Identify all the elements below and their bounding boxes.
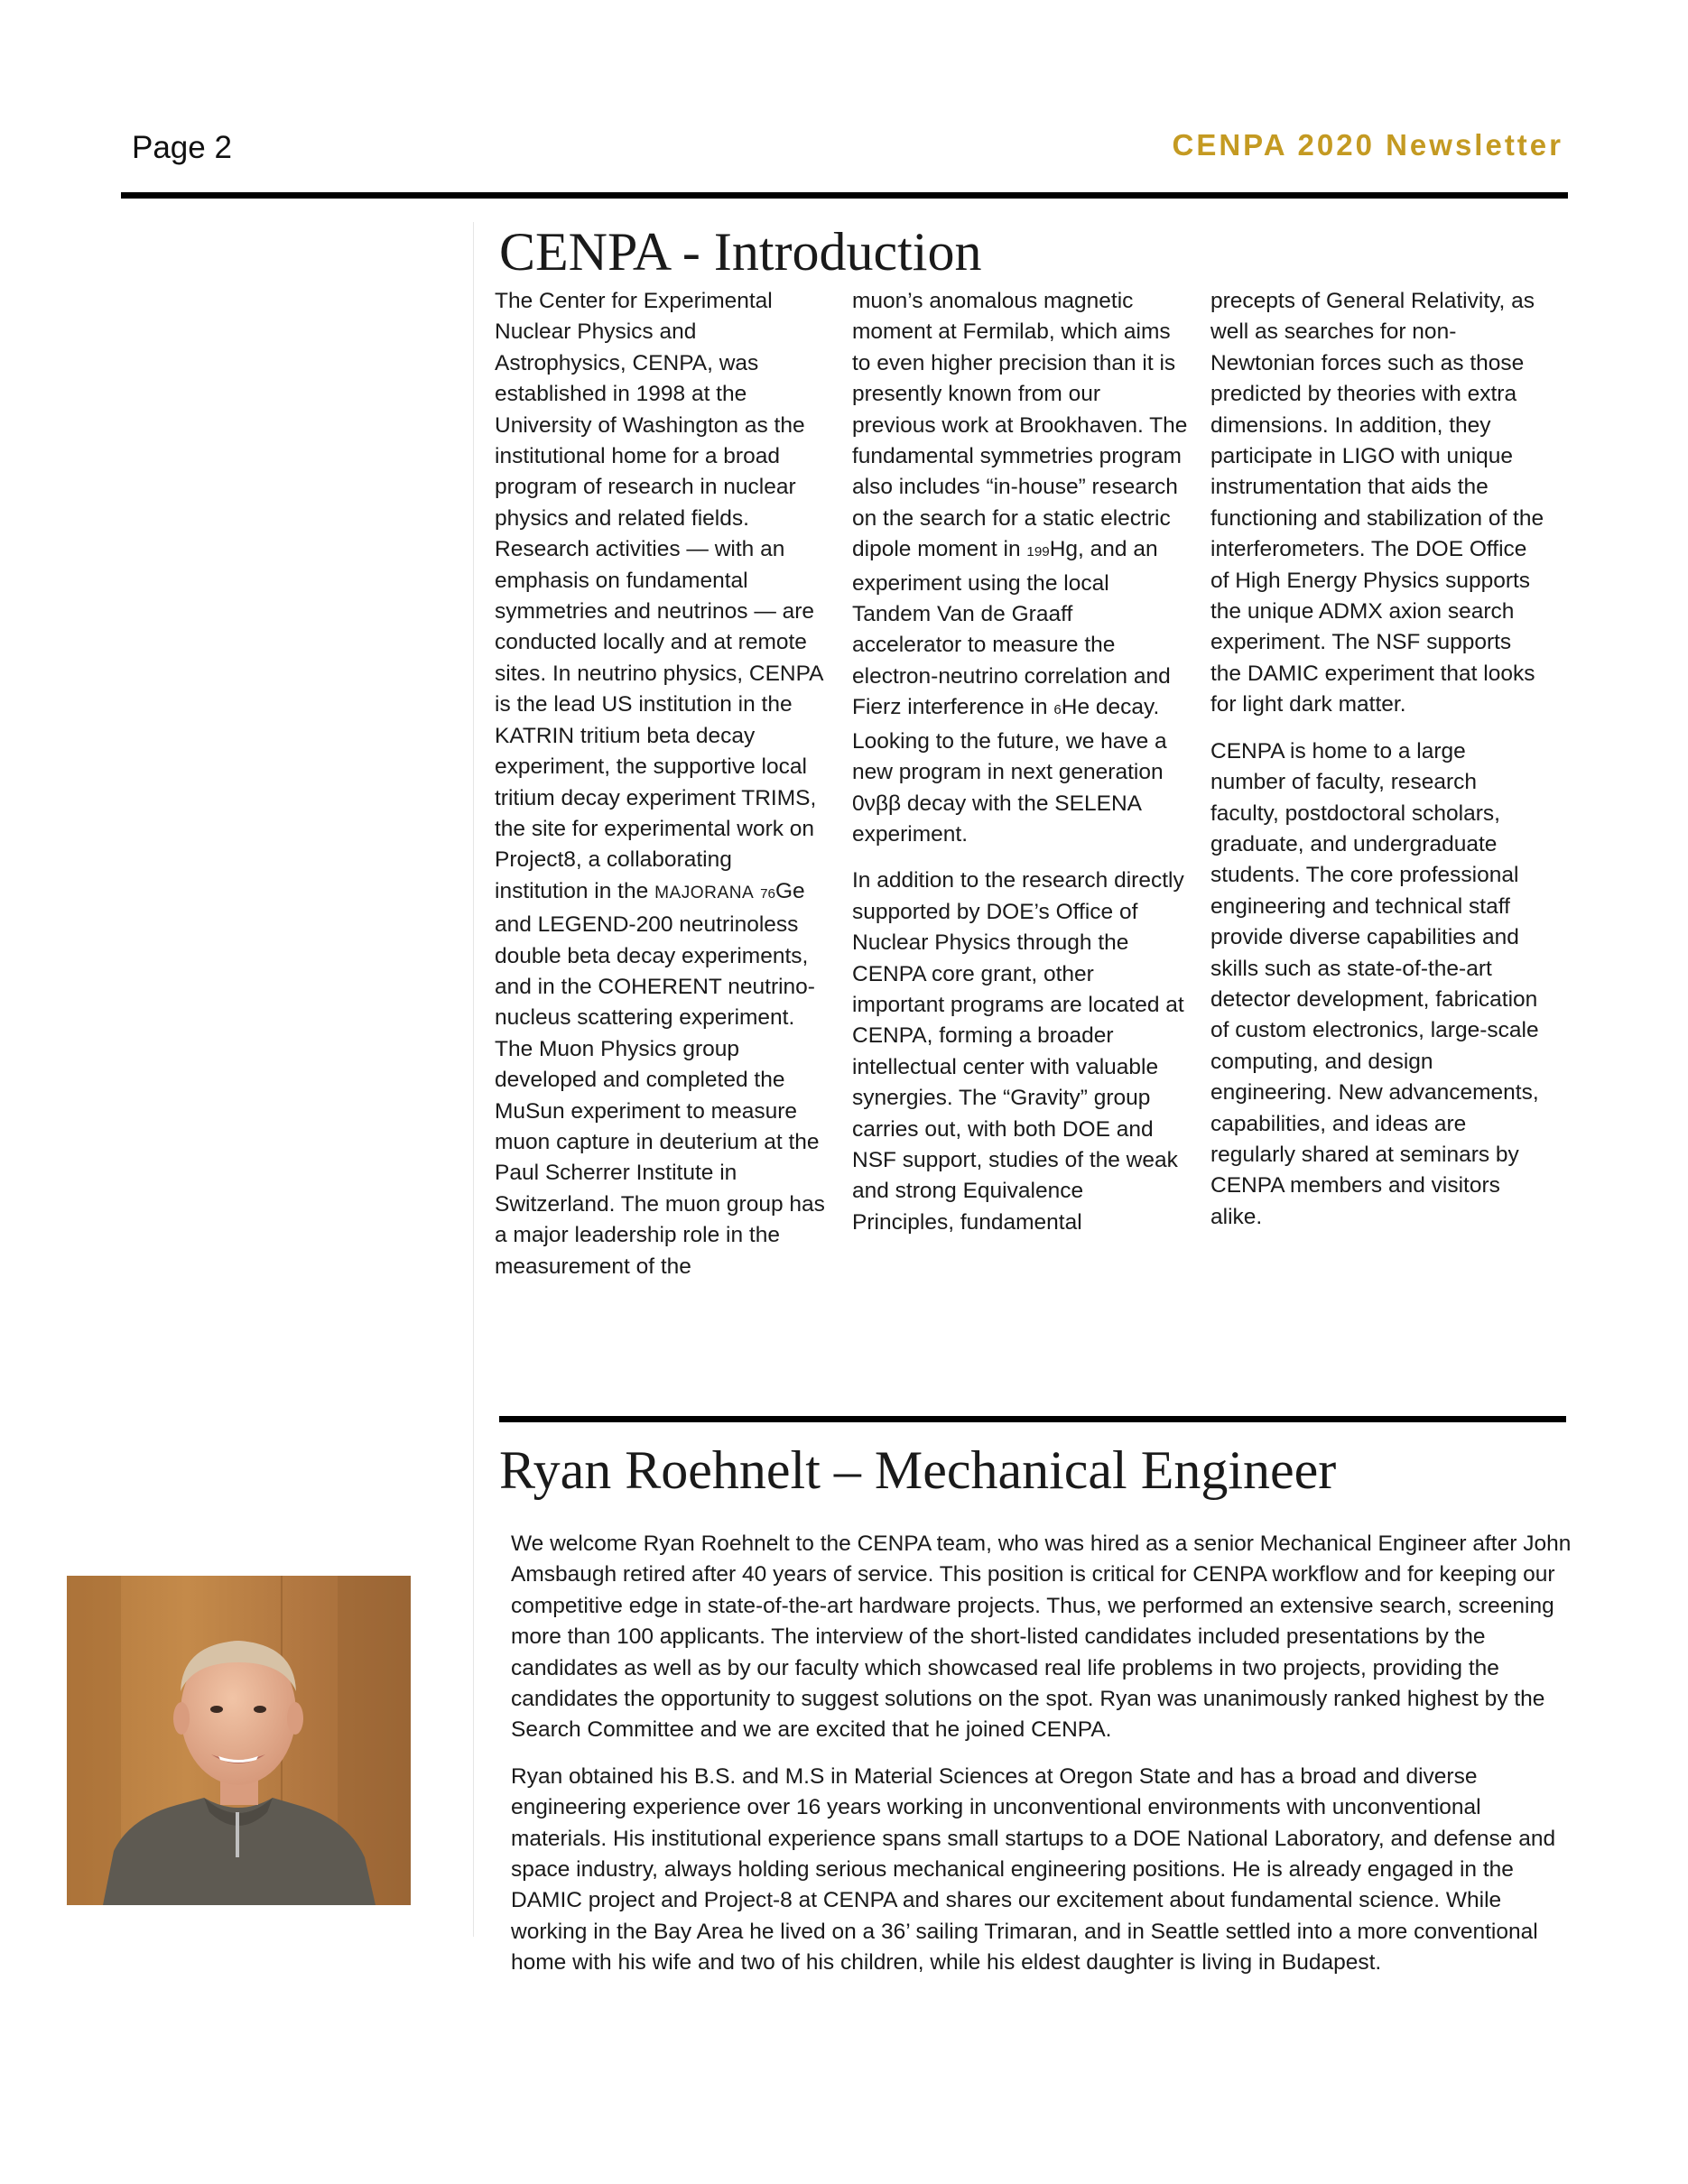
intro-column-1 [495,286,830,1298]
intro-column-2 [852,286,1188,1254]
intro-col1-text-b: Ge and LEGEND-200 neutrinoless double beta decay experiments, and in the COHERENT neutrino-nucleus scattering experiment. The Muon Physics group developed and completed the MuSun experiment to measure muon capture in deuterium at the Paul Scherrer Institute in Switzerland. The muon group has a major leadership role in the measurement of the [495,878,825,1279]
page-number: Page 2 [132,130,232,165]
intro-col3-paragraph-1: precepts of General Relativity, as well as searches for non-Newtonian forces such as those predicted by theories with extra dimensions. In addition, they participate in LIGO with unique instrumentation that aids the functioning and stabilization of the interferometers. The DOE Office of High Energy Physics supports the unique ADMX axion search experiment. The NSF supports the DAMIC experiment that looks for light dark matter. [1210,289,1544,717]
ge-mass-number: 76 [760,885,775,902]
intro-col3-paragraph-2: CENPA is home to a large number of faculty, research faculty, postdoctoral scholars, graduate, and undergraduate students. The core professional engineering and technical staff provide diverse capabilities and skills such as state-of-the-art detector development, fabrication of custom electronics, large-scale computing, and design engineering. New advancements, capabilities, and ideas are regularly shared at seminars by CENPA members and visitors alike. [1210,738,1539,1229]
profile-body [511,1529,1572,1994]
hg-mass-number: 199 [1026,544,1050,560]
header-rule [121,192,1568,199]
intro-col1-paragraph [495,286,830,1282]
portrait-photo [67,1576,411,1905]
profile-paragraph-2: Ryan obtained his B.S. and M.S in Material Sciences at Oregon State and has a broad and diverse engineering experience over 16 years working in unconventional environments with unconventional materials. His institutional experience spans small startups to a DOE National Laboratory, and defense and space industry, always holding serious mechanical engineering positions. He is already engaged in the DAMIC project and Project-8 at CENPA and shares our excitement about fundamental science. While working in the Bay Area he lived on a 36’ sailing Trimaran, and in Seattle settled into a more conventional home with his wife and two of his children, while his eldest daughter is living in Budapest. [511,1763,1556,1976]
intro-col1-text-a: The Center for Experimental Nuclear Physics and Astrophysics, CENPA, was established in 1998 at the University of Washington as the institutional home for a broad program of research in nuclear physics and related fields. Research activities — with an emphasis on fundamental symmetries and neutrinos — are conducted locally and at remote sites. In neutrino physics, CENPA is the lead US institution in the KATRIN tritium beta decay experiment, the supportive local tritium decay experiment TRIMS, the site for experimental work on Project8, a collaborating institution in the [495,289,823,903]
intro-col2-text-a: muon’s anomalous magnetic moment at Fermilab, which aims to even higher precision than it is presently known from our previous work at Brookhaven. The fundamental symmetries program also includes “in-house” research on the search for a static electric dipole moment in [852,289,1188,562]
he-mass-number: 6 [1053,702,1062,718]
intro-col2-paragraph-2: In addition to the research directly supported by DOE’s Office of Nuclear Physics through the CENPA core grant, other important programs are located at CENPA, forming a broader intellectual center with valuable synergies. The “Gravity” group carries out, with both DOE and NSF support, studies of the weak and strong Equivalence Principles, fundamental [852,868,1184,1235]
column-divider [473,222,474,1937]
newsletter-title: CENPA 2020 Newsletter [1172,128,1563,162]
majorana-smallcaps: MAJORANA [654,883,755,902]
intro-heading: CENPA - Introduction [499,222,982,282]
profile-heading: Ryan Roehnelt – Mechanical Engineer [499,1440,1337,1500]
intro-col2-paragraph-1 [852,286,1188,850]
intro-col2-text-c: He decay. Looking to the future, we have a new program in next generation 0νββ decay with the SELENA experiment. [852,695,1167,847]
intro-column-3 [1210,286,1546,1248]
intro-col2-text-b: Hg, and an experiment using the local Tandem Van de Graaff accelerator to measure the electron-neutrino correlation and Fierz interference in [852,537,1171,720]
section-rule [499,1416,1566,1422]
profile-paragraph-1: We welcome Ryan Roehnelt to the CENPA team, who was hired as a senior Mechanical Engineer after John Amsbaugh retired after 40 years of service. This position is critical for CENPA workflow and for keeping our competitive edge in state-of-the-art hardware projects. Thus, we performed an extensive search, screening more than 100 applicants. The interview of the short-listed candidates included presentations by the candidates as well as by our faculty which showcased real life problems in two projects, providing the candidates the opportunity to suggest solutions on the spot. Ryan was unanimously ranked highest by the Search Committee and we are excited that he joined CENPA. [511,1532,1572,1743]
